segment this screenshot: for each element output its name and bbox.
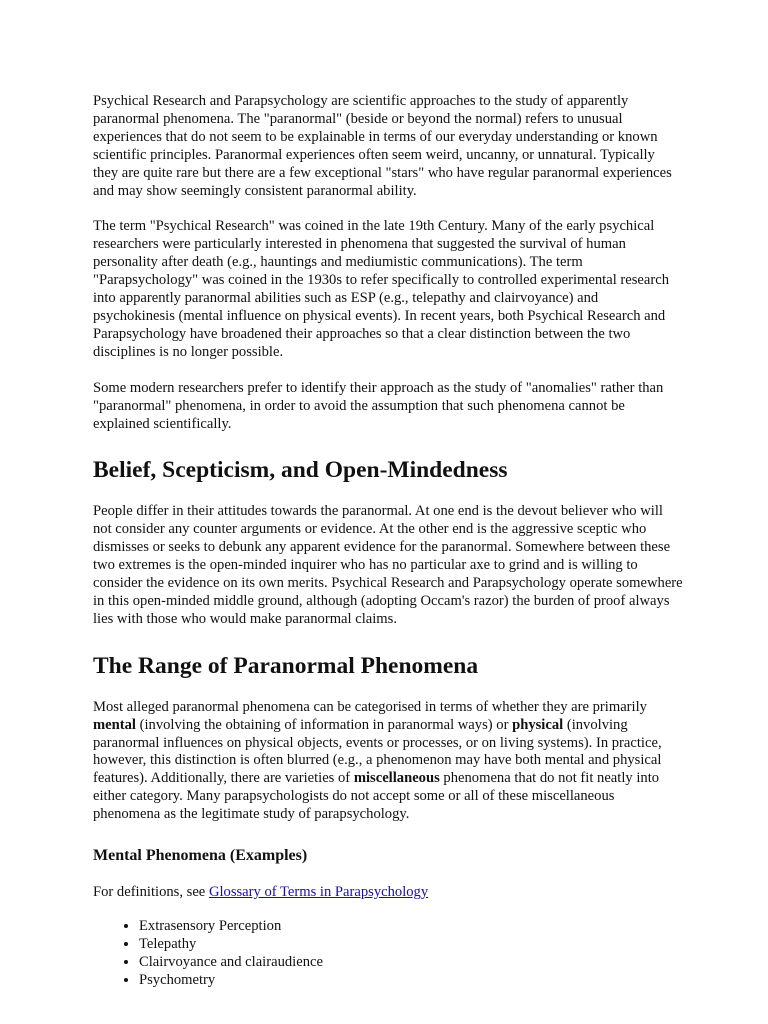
- bold-miscellaneous: miscellaneous: [353, 770, 440, 787]
- heading-range: The Range of Paranormal Phenomena: [93, 652, 479, 679]
- definitions-prefix: For definitions, see: [93, 884, 209, 901]
- range-text-1: Most alleged paranormal phenomena can be categorised in terms of whether they are primarily: [93, 698, 647, 715]
- intro-paragraph-3: Some modern researchers prefer to identify their approach as the study of "anomalies" rather than "paranormal" phenomena, in order to avoid the assumption that such phenomena cannot be explained scientifically.: [93, 379, 664, 432]
- article-body: [93, 93, 683, 990]
- mental-phenomena-list: [93, 918, 683, 990]
- list-item: • Telepathy: [139, 936, 683, 954]
- definitions-line: [93, 884, 683, 902]
- heading-belief: Belief, Scepticism, and Open-Mindedness: [93, 457, 508, 484]
- range-text-4: phenomena that do not fit neatly into either category. Many parapsychologists do not accept some or all of these miscellaneous phenomena as the legitimate study of parapsychology.: [93, 770, 660, 823]
- heading-mental-phenomena: Mental Phenomena (Examples): [93, 847, 308, 865]
- glossary-link[interactable]: Glossary of Terms in Parapsychology: [208, 884, 429, 901]
- list-item: • Extrasensory Perception: [139, 918, 683, 936]
- list-item: • Clairvoyance and clairaudience: [139, 954, 683, 972]
- intro-paragraph-2: The term "Psychical Research" was coined in the late 19th Century. Many of the early psychical researchers were particularly interested in phenomena that suggested the survival of human personality after death (e.g., hauntings and mediumistic communications). The term "Parapsychology" was coined in the 1930s to refer specifically to controlled experimental research into apparently paranormal abilities such as ESP (e.g., telepathy and clairvoyance) and psychokinesis (mental influence on physical events). In recent years, both Psychical Research and Parapsychology have broadened their approaches so that a clear distinction between the two disciplines is no longer possible.: [93, 218, 670, 360]
- range-text-3: (involving paranormal influences on physical objects, events or processes, or on living systems). In practice, however, this distinction is often blurred (e.g., a phenomenon may have both mental and physical features). Additionally, there are varieties of: [93, 716, 662, 787]
- range-paragraph: [93, 699, 683, 824]
- range-text-2: (involving the obtaining of information in paranormal ways) or: [135, 716, 513, 733]
- list-item: • Psychometry: [139, 972, 683, 990]
- intro-paragraph-1: Psychical Research and Parapsychology are scientific approaches to the study of apparently paranormal phenomena. The "paranormal" (beside or beyond the normal) refers to unusual experiences that do not seem to be explainable in terms of our everyday understanding or known scientific principles. Paranormal experiences often seem weird, uncanny, or unnatural. Typically they are quite rare but there are a few exceptional "stars" who have regular paranormal experiences and may show seemingly consistent paranormal ability.: [93, 93, 672, 199]
- belief-paragraph: People differ in their attitudes towards the paranormal. At one end is the devout believer who will not consider any counter arguments or evidence. At the other end is the aggressive sceptic who dismisses or seeks to debunk any apparent evidence for the paranormal. Somewhere between these two extremes is the open-minded inquirer who has no particular axe to grind and is willing to consider the evidence on its own merits. Psychical Research and Parapsychology operate somewhere in this open-minded middle ground, although (adopting Occam's razor) the burden of proof always lies with those who would make paranormal claims.: [93, 503, 683, 627]
- bold-physical: physical: [512, 716, 564, 733]
- bold-mental: mental: [93, 716, 136, 733]
